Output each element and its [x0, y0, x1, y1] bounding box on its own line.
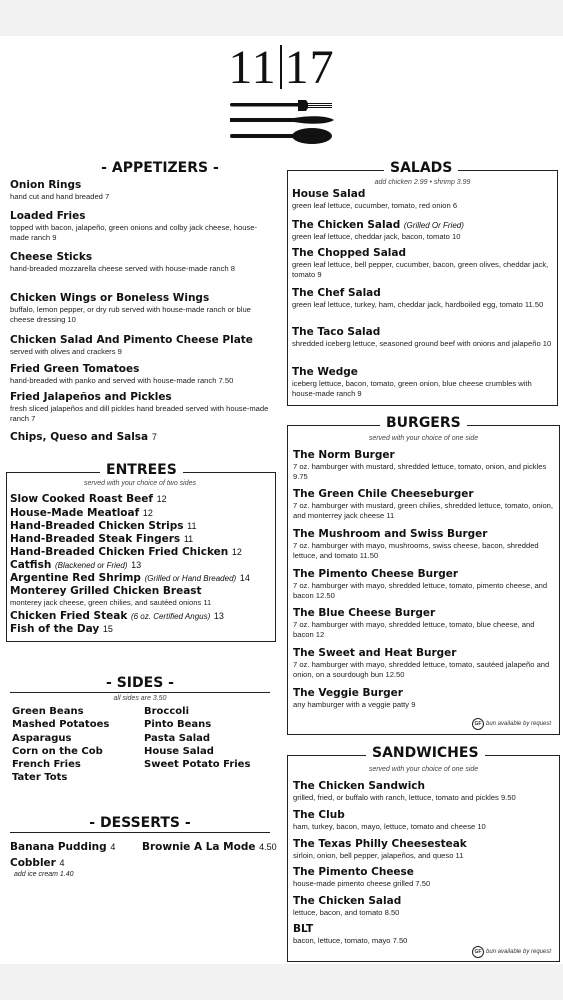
- item-price: 12: [231, 547, 242, 557]
- item-title: House-Made Meatloaf: [10, 507, 140, 519]
- item-title: The Blue Cheese Burger: [293, 607, 436, 619]
- side-item: Pasta Salad: [144, 732, 211, 744]
- burgers-gf-note: [472, 718, 551, 730]
- item-title: Chicken Wings or Boneless Wings: [10, 292, 210, 304]
- item-title: Onion Rings: [10, 179, 82, 191]
- item-title: Fried Green Tomatoes: [10, 363, 140, 375]
- menu-item: [292, 219, 552, 242]
- item-name: [10, 493, 272, 506]
- menu-item: [292, 366, 552, 399]
- side-item: French Fries: [12, 759, 81, 771]
- side-item: Tater Tots: [12, 772, 68, 784]
- item-title: BLT: [293, 923, 314, 935]
- item-price: 11: [187, 521, 197, 531]
- item-name: [293, 780, 555, 793]
- salads-title: SALADS: [384, 160, 458, 176]
- item-name: [10, 520, 272, 533]
- side-item: Broccoli: [144, 706, 190, 717]
- menu-item: [293, 449, 555, 482]
- item-description: fresh sliced jalapeños and dill pickles hand breaded served with house-made ranch 7: [10, 404, 269, 423]
- item-title: Fried Jalapeños and Pickles: [10, 391, 172, 403]
- item-price: 7: [151, 432, 157, 442]
- item-name: [10, 546, 272, 559]
- item-description: green leaf lettuce, turkey, ham, cheddar jack, hardboiled egg, tomato 11.50: [292, 300, 544, 309]
- item-description: 7 oz. hamburger with mayo, shredded lettuce, tomato, blue cheese, and bacon 12: [293, 620, 535, 639]
- gluten-free-icon: GF: [472, 718, 484, 730]
- item-name: [10, 610, 272, 623]
- appetizers-title: - APPETIZERS -: [101, 160, 219, 176]
- item-title: Fish of the Day: [10, 623, 100, 635]
- burgers-gf-text: bun available by request: [486, 721, 552, 727]
- side-item: House Salad: [144, 745, 214, 757]
- menu-item: [293, 809, 555, 832]
- side-item: Corn on the Cob: [12, 745, 103, 757]
- side-item: Mashed Potatoes: [12, 719, 110, 731]
- menu-item: [10, 546, 272, 559]
- sandwiches-gf-note: [472, 946, 551, 958]
- item-title: House Salad: [292, 188, 366, 200]
- item-price: 11: [183, 534, 194, 544]
- sides-column-1: [12, 705, 109, 785]
- item-name: [293, 488, 555, 501]
- item-name: [10, 179, 272, 192]
- item-name: [10, 585, 272, 598]
- item-name: [10, 559, 272, 572]
- item-title: The Green Chile Cheeseburger: [293, 488, 474, 500]
- item-title: The Norm Burger: [293, 449, 395, 461]
- gluten-free-icon: GF: [472, 946, 484, 958]
- item-title: Chips, Queso and Salsa: [10, 431, 149, 443]
- menu-item: [10, 431, 272, 444]
- item-price: 4: [110, 842, 116, 852]
- item-price: 12: [156, 494, 167, 504]
- item-title: Cobbler: [10, 857, 56, 869]
- item-name: [10, 292, 272, 305]
- menu-item: [10, 507, 272, 520]
- item-note: (Grilled Or Fried): [403, 221, 464, 230]
- menu-item: [10, 572, 272, 585]
- item-name: [142, 841, 277, 854]
- sides-subtitle: all sides are 3.50: [113, 695, 167, 702]
- restaurant-logo: [0, 42, 563, 94]
- item-description: hand cut and hand breaded 7: [10, 192, 110, 201]
- item-title: The Sweet and Heat Burger: [293, 647, 457, 659]
- item-description: add ice cream 1.40: [14, 871, 74, 878]
- item-title: Brownie A La Mode: [142, 841, 256, 853]
- entrees-subtitle: served with your choice of two sides: [83, 480, 197, 487]
- menu-item: [293, 895, 555, 918]
- item-name: [10, 363, 272, 376]
- item-title: Banana Pudding: [10, 841, 107, 853]
- sandwiches-gf-text: bun available by request: [486, 949, 552, 955]
- menu-item: [292, 287, 552, 310]
- item-description: green leaf lettuce, cucumber, tomato, red onion 6: [292, 201, 458, 210]
- item-description: 7 oz. hamburger with mustard, green chilies, shredded lettuce, tomato, onion, and monterrey jack cheese 11: [293, 501, 554, 520]
- item-name: [10, 572, 272, 585]
- sandwiches-subtitle: served with your choice of one side: [368, 766, 479, 773]
- item-title: Argentine Red Shrimp: [10, 572, 141, 584]
- side-item: Sweet Potato Fries: [144, 759, 251, 771]
- item-description: green leaf lettuce, bell pepper, cucumber, bacon, green olives, cheddar jack, tomato 9: [292, 260, 549, 279]
- desserts-title: - DESSERTS -: [89, 815, 191, 831]
- item-description: lettuce, bacon, and tomato 8.50: [293, 908, 400, 917]
- dessert-item: [142, 841, 277, 854]
- item-name: [293, 568, 555, 581]
- item-title: The Veggie Burger: [293, 687, 403, 699]
- item-price: 4.50: [259, 842, 277, 852]
- item-description: sirloin, onion, bell pepper, jalapeños, and queso 11: [293, 851, 464, 860]
- sides-title: - SIDES -: [106, 675, 174, 691]
- item-title: The Chicken Sandwich: [293, 780, 426, 792]
- item-name: [10, 857, 74, 870]
- menu-item: [293, 838, 555, 861]
- item-description: any hamburger with a veggie patty 9: [293, 700, 416, 709]
- menu-item: [10, 493, 272, 506]
- item-name: [292, 219, 552, 232]
- side-item: Green Beans: [12, 706, 84, 717]
- menu-item: [292, 188, 552, 211]
- logo-left: 11: [228, 41, 277, 94]
- menu-item: [10, 610, 272, 623]
- item-description: hand-breaded mozzarella cheese served with house-made ranch 8: [10, 264, 235, 273]
- item-name: [292, 326, 552, 339]
- item-name: [293, 449, 555, 462]
- item-title: The Chicken Salad: [293, 895, 402, 907]
- menu-item: [10, 179, 272, 202]
- item-title: Slow Cooked Roast Beef: [10, 493, 153, 505]
- item-description: monterey jack cheese, green chilies, and sautéed onions 11: [10, 598, 212, 607]
- item-name: [292, 247, 552, 260]
- item-name: [10, 251, 272, 264]
- item-name: [293, 647, 555, 660]
- item-title: The Chopped Salad: [292, 247, 406, 259]
- item-title: The Chef Salad: [292, 287, 381, 299]
- sides-column-2: [144, 705, 250, 771]
- item-name: [10, 841, 115, 854]
- desserts-rule: [10, 832, 270, 833]
- item-description: shredded iceberg lettuce, seasoned ground beef with onions and jalapeño 10: [292, 339, 552, 348]
- item-name: [292, 366, 552, 379]
- menu-item: [10, 585, 272, 608]
- item-title: Chicken Salad And Pimento Cheese Plate: [10, 334, 253, 346]
- item-title: The Chicken Salad: [292, 219, 401, 231]
- item-description: served with olives and crackers 9: [10, 347, 122, 356]
- item-title: Chicken Fried Steak: [10, 610, 128, 622]
- item-name: [293, 687, 555, 700]
- logo-divider: [280, 45, 282, 89]
- item-name: [293, 895, 555, 908]
- sandwiches-title: SANDWICHES: [366, 745, 485, 761]
- burgers-title: BURGERS: [380, 415, 467, 431]
- item-description: iceberg lettuce, bacon, tomato, green onion, blue cheese crumbles with house-made ranch 9: [292, 379, 532, 398]
- item-price: 13: [131, 560, 142, 570]
- cutlery-icon: [228, 97, 336, 147]
- menu-item: [293, 687, 555, 710]
- item-name: [10, 533, 272, 546]
- menu-item: [10, 533, 272, 546]
- item-name: [10, 431, 272, 444]
- item-price: 12: [142, 508, 153, 518]
- item-description: 7 oz. hamburger with mayo, shredded lettuce, tomato, pimento cheese, and bacon 12.50: [293, 581, 548, 600]
- menu-item: [293, 528, 555, 561]
- item-title: The Mushroom and Swiss Burger: [293, 528, 488, 540]
- item-price: 13: [213, 611, 224, 621]
- menu-item: [10, 520, 272, 533]
- menu-item: [292, 326, 552, 349]
- item-description: 7 oz. hamburger with mayo, shredded lettuce, tomato, sautéed jalapeño and onion, on a sourdough bun 12.50: [293, 660, 550, 679]
- item-title: The Taco Salad: [292, 326, 381, 338]
- item-title: Monterey Grilled Chicken Breast: [10, 585, 202, 597]
- sides-rule: [10, 692, 270, 693]
- menu-item: [293, 607, 555, 640]
- item-description: 7 oz. hamburger with mustard, shredded lettuce, tomato, onion, and pickles 9.75: [293, 462, 547, 481]
- menu-item: [10, 623, 272, 636]
- item-title: The Club: [293, 809, 345, 821]
- item-note: (6 oz. Certified Angus): [130, 612, 211, 621]
- item-name: [293, 923, 555, 936]
- menu-item: [293, 647, 555, 680]
- menu-item: [293, 488, 555, 521]
- item-name: [293, 866, 555, 879]
- item-title: Catfish: [10, 559, 52, 571]
- menu-item: [10, 363, 272, 386]
- item-description: house-made pimento cheese grilled 7.50: [293, 879, 431, 888]
- item-description: topped with bacon, jalapeño, green onions and colby jack cheese, house-made ranch 9: [10, 223, 257, 242]
- menu-item: [293, 866, 555, 889]
- menu-item: [10, 251, 272, 274]
- menu-item: [10, 292, 272, 325]
- side-item: Pinto Beans: [144, 719, 212, 731]
- item-note: (Grilled or Hand Breaded): [144, 574, 237, 583]
- item-description: 7 oz. hamburger with mayo, mushrooms, swiss cheese, bacon, shredded lettuce, and tomato 11.50: [293, 541, 539, 560]
- item-name: [292, 188, 552, 201]
- menu-item: [10, 210, 272, 243]
- item-name: [10, 623, 272, 636]
- item-title: Cheese Sticks: [10, 251, 93, 263]
- item-description: grilled, fried, or buffalo with ranch, lettuce, tomato and pickles 9.50: [293, 793, 516, 802]
- item-price: 15: [102, 624, 113, 634]
- menu-item: [10, 391, 272, 424]
- item-title: The Texas Philly Cheesesteak: [293, 838, 467, 850]
- burgers-subtitle: served with your choice of one side: [368, 435, 479, 442]
- dessert-item: [10, 841, 115, 854]
- menu-item: [293, 780, 555, 803]
- item-name: [292, 287, 552, 300]
- item-description: buffalo, lemon pepper, or dry rub served with house-made ranch or blue cheese dressing 10: [10, 305, 251, 324]
- item-title: Hand-Breaded Chicken Strips: [10, 520, 184, 532]
- item-title: The Wedge: [292, 366, 358, 378]
- item-name: [10, 210, 272, 223]
- item-name: [293, 607, 555, 620]
- item-price: 14: [239, 573, 250, 583]
- item-name: [293, 528, 555, 541]
- menu-item: [10, 559, 272, 572]
- item-title: The Pimento Cheese: [293, 866, 414, 878]
- menu-item: [293, 568, 555, 601]
- entrees-title: ENTREES: [100, 462, 183, 478]
- item-title: Loaded Fries: [10, 210, 86, 222]
- item-title: The Pimento Cheese Burger: [293, 568, 459, 580]
- item-name: [10, 507, 272, 520]
- item-title: Hand-Breaded Chicken Fried Chicken: [10, 546, 229, 558]
- item-name: [293, 809, 555, 822]
- item-description: bacon, lettuce, tomato, mayo 7.50: [293, 936, 408, 945]
- menu-item: [293, 923, 555, 946]
- item-name: [293, 838, 555, 851]
- item-title: Hand-Breaded Steak Fingers: [10, 533, 181, 545]
- menu-item: [10, 334, 272, 357]
- item-description: hand-breaded with panko and served with house-made ranch 7.50: [10, 376, 234, 385]
- item-name: [10, 334, 272, 347]
- item-description: ham, turkey, bacon, mayo, lettuce, tomato and cheese 10: [293, 822, 486, 831]
- item-description: green leaf lettuce, cheddar jack, bacon, tomato 10: [292, 232, 461, 241]
- menu-item: [292, 247, 552, 280]
- salads-subtitle: add chicken 2.99 • shrimp 3.99: [374, 179, 471, 186]
- dessert-item: [10, 857, 74, 880]
- side-item: Asparagus: [12, 732, 72, 744]
- logo-right: 17: [284, 41, 335, 94]
- item-price: 4: [59, 858, 65, 868]
- item-name: [10, 391, 272, 404]
- item-note: (Blackened or Fried): [54, 561, 128, 570]
